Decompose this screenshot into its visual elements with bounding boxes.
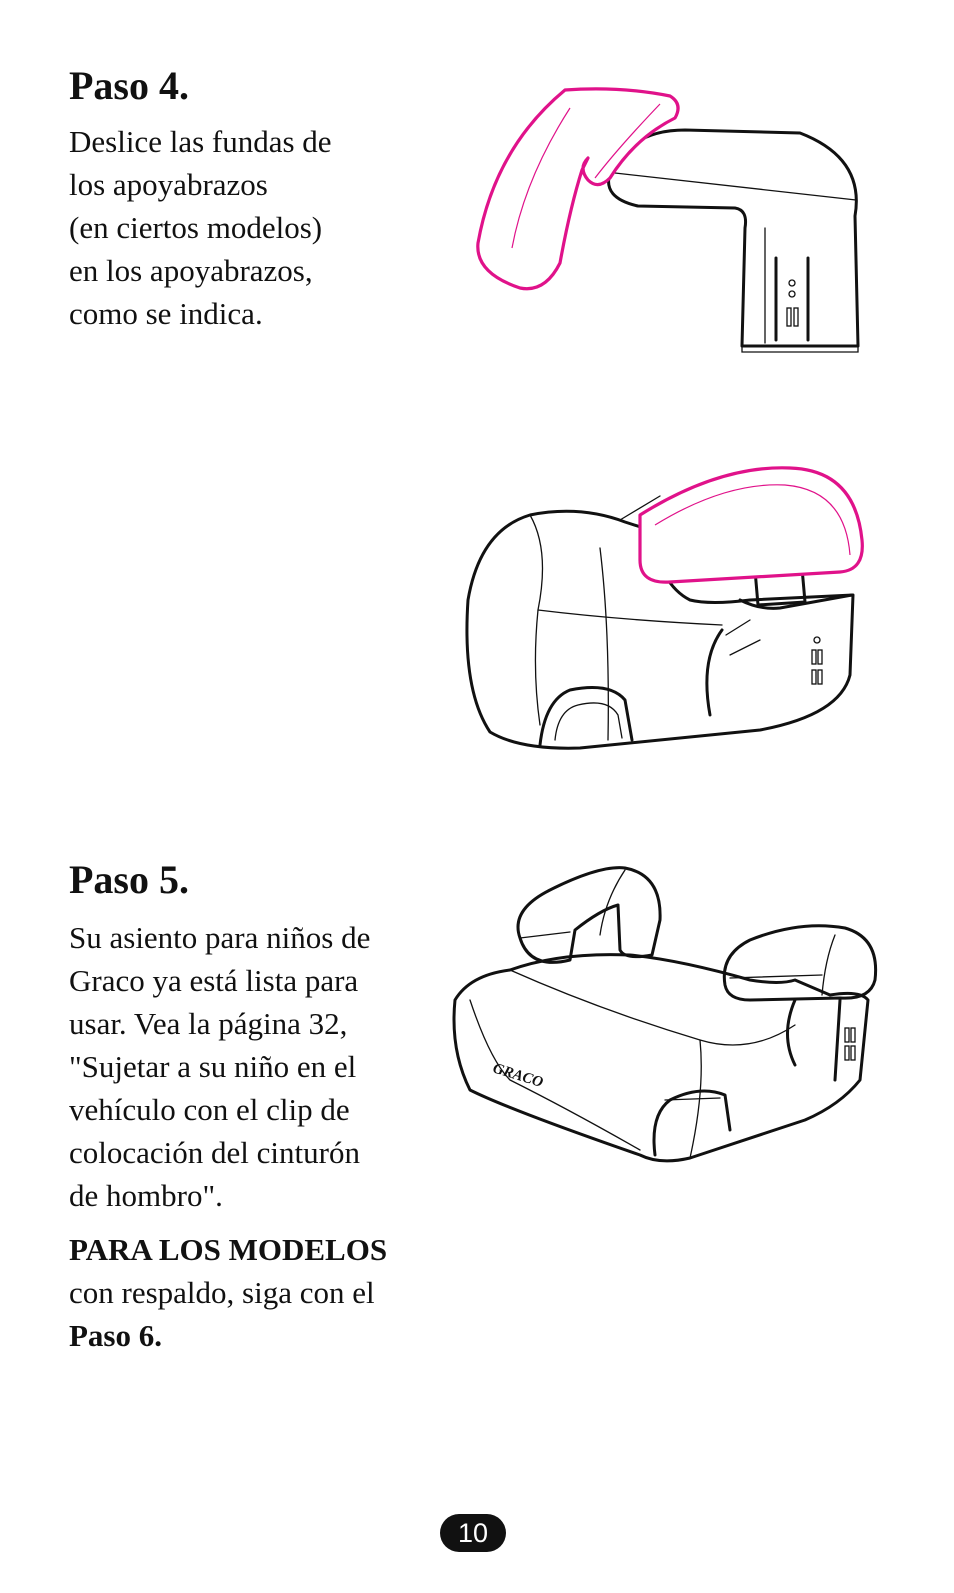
step5-instructions (69, 916, 370, 1217)
step5-line: colocación del cinturón (69, 1135, 360, 1170)
step5-line: de hombro". (69, 1178, 223, 1213)
booster-base-illustration (460, 460, 875, 760)
step5-line: "Sujetar a su niño en el (69, 1049, 357, 1084)
step5-line: vehículo con el clip de (69, 1092, 350, 1127)
booster-seat-complete-illustration (450, 860, 885, 1170)
step4-title: Paso 4. (69, 63, 189, 108)
graco-logo: GRACO (490, 1060, 545, 1091)
step4-instructions (69, 120, 332, 335)
step4-line: (en ciertos modelos) (69, 210, 323, 245)
armrest-cover-illustration (470, 78, 870, 353)
step5-line: Su asiento para niños de (69, 920, 371, 955)
step5-line: Graco ya está lista para (69, 963, 359, 998)
step4-line: Deslice las fundas de (69, 124, 332, 159)
step4-line: en los apoyabrazos, (69, 253, 313, 288)
step5-line: usar. Vea la página 32, (69, 1006, 348, 1041)
models-text: con respaldo, siga con el (69, 1275, 375, 1310)
step5-title: Paso 5. (69, 857, 189, 902)
page-number: 10 (440, 1514, 506, 1552)
step4-line: como se indica. (69, 296, 263, 331)
models-note (69, 1228, 387, 1357)
models-heading: PARA LOS MODELOS (69, 1232, 388, 1267)
next-step-reference: Paso 6. (69, 1318, 162, 1353)
step4-line: los apoyabrazos (69, 167, 268, 202)
